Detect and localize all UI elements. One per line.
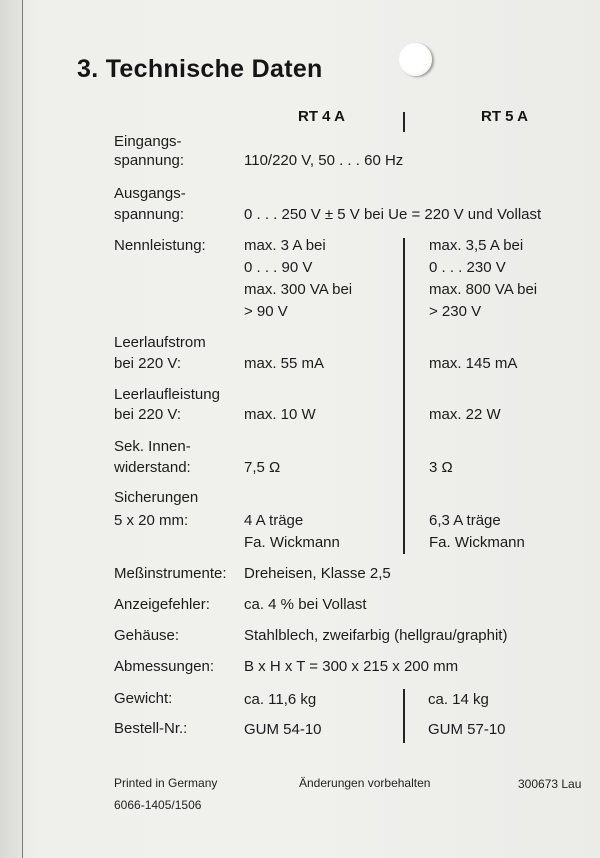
column-header-rt4a: RT 4 A bbox=[298, 108, 345, 125]
value-sicherungen-b-2: Fa. Wickmann bbox=[429, 534, 525, 551]
binding-edge-line bbox=[22, 0, 23, 858]
label-leerlaufstrom-line1: Leerlaufstrom bbox=[114, 334, 206, 351]
label-abmessungen: Abmessungen: bbox=[114, 658, 215, 675]
value-nennleistung-b-2: 0 . . . 230 V bbox=[429, 259, 506, 276]
label-sicherungen-line2: 5 x 20 mm: bbox=[114, 512, 189, 529]
value-innenwiderstand-a: 7,5 Ω bbox=[244, 459, 281, 476]
binding-margin bbox=[0, 0, 22, 858]
value-eingang: 110/220 V, 50 . . . 60 Hz bbox=[244, 152, 404, 169]
label-ausgang-line2: spannung: bbox=[114, 206, 185, 223]
footer-code: 6066-1405/1506 bbox=[114, 798, 202, 812]
value-gewicht-b: ca. 14 kg bbox=[428, 691, 489, 708]
value-innenwiderstand-b: 3 Ω bbox=[429, 459, 453, 476]
value-leerlaufleistung-b: max. 22 W bbox=[429, 406, 501, 423]
label-leerlaufstrom-line2: bei 220 V: bbox=[114, 355, 181, 372]
value-anzeigefehler: ca. 4 % bei Vollast bbox=[244, 596, 367, 613]
value-bestell-a: GUM 54-10 bbox=[244, 721, 322, 738]
label-eingang-line2: spannung: bbox=[114, 152, 185, 169]
footer-printed: Printed in Germany bbox=[114, 776, 218, 790]
column-separator-bottom bbox=[403, 689, 405, 743]
label-nennleistung: Nennleistung: bbox=[114, 237, 206, 254]
value-sicherungen-a-2: Fa. Wickmann bbox=[244, 534, 340, 551]
label-leerlaufleistung-line1: Leerlaufleistung bbox=[114, 386, 220, 403]
value-ausgang: 0 . . . 250 V ± 5 V bei Ue = 220 V und Vollast bbox=[244, 206, 542, 223]
label-anzeigefehler: Anzeigefehler: bbox=[114, 596, 210, 613]
label-gewicht: Gewicht: bbox=[114, 690, 173, 707]
value-nennleistung-a-2: 0 . . . 90 V bbox=[244, 259, 313, 276]
value-nennleistung-b-1: max. 3,5 A bei bbox=[429, 237, 524, 254]
value-nennleistung-b-4: > 230 V bbox=[429, 303, 482, 320]
label-messinstrumente: Meßinstrumente: bbox=[114, 565, 227, 582]
value-gewicht-a: ca. 11,6 kg bbox=[244, 691, 317, 708]
value-nennleistung-a-4: > 90 V bbox=[244, 303, 288, 320]
footer-ref: 300673 Lau bbox=[518, 777, 582, 791]
label-innenwiderstand-line1: Sek. Innen- bbox=[114, 438, 191, 455]
label-gehaeuse: Gehäuse: bbox=[114, 627, 180, 644]
value-abmessungen: B x H x T = 300 x 215 x 200 mm bbox=[244, 658, 459, 675]
column-header-rt5a: RT 5 A bbox=[481, 108, 528, 125]
value-gehaeuse: Stahlblech, zweifarbig (hellgrau/graphit) bbox=[244, 627, 508, 644]
value-nennleistung-b-3: max. 800 VA bei bbox=[429, 281, 538, 298]
label-sicherungen-line1: Sicherungen bbox=[114, 489, 199, 506]
footer-changes: Änderungen vorbehalten bbox=[299, 776, 431, 790]
value-leerlaufstrom-b: max. 145 mA bbox=[429, 355, 518, 372]
value-nennleistung-a-3: max. 300 VA bei bbox=[244, 281, 353, 298]
label-innenwiderstand-line2: widerstand: bbox=[114, 459, 191, 476]
value-leerlaufleistung-a: max. 10 W bbox=[244, 406, 316, 423]
label-ausgang-line1: Ausgangs- bbox=[114, 185, 186, 202]
page-title: 3. Technische Daten bbox=[77, 55, 323, 83]
label-leerlaufleistung-line2: bei 220 V: bbox=[114, 406, 181, 423]
column-separator-header bbox=[403, 112, 405, 132]
column-separator-main bbox=[403, 238, 405, 554]
label-eingang-line1: Eingangs- bbox=[114, 133, 182, 150]
value-sicherungen-a-1: 4 A träge bbox=[244, 512, 304, 529]
value-messinstrumente: Dreheisen, Klasse 2,5 bbox=[244, 565, 391, 582]
label-bestell: Bestell-Nr.: bbox=[114, 720, 188, 737]
value-sicherungen-b-1: 6,3 A träge bbox=[429, 512, 501, 529]
value-bestell-b: GUM 57-10 bbox=[428, 721, 506, 738]
value-leerlaufstrom-a: max. 55 mA bbox=[244, 355, 325, 372]
value-nennleistung-a-1: max. 3 A bei bbox=[244, 237, 326, 254]
punch-hole bbox=[399, 43, 432, 76]
